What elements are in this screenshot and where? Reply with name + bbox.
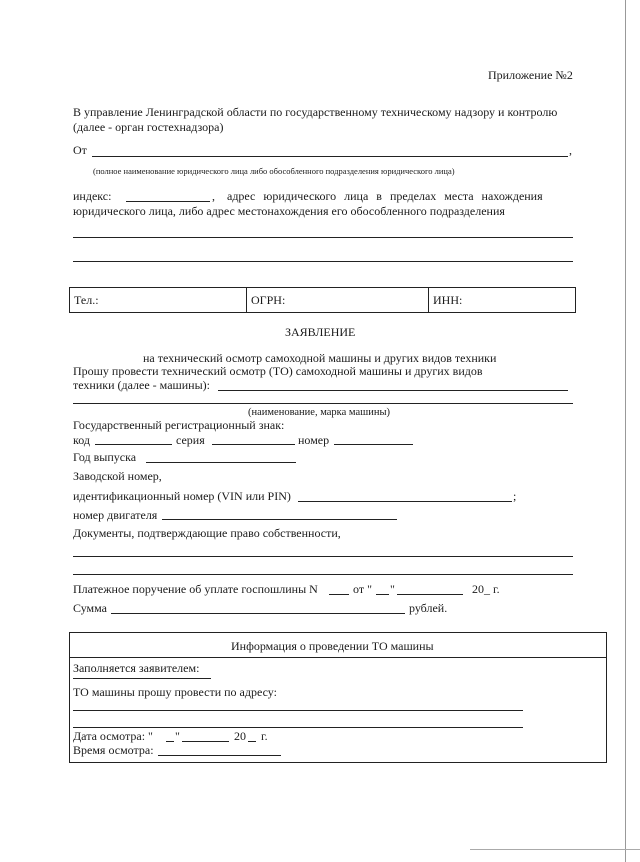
year-field[interactable] <box>146 462 296 463</box>
date-month-field[interactable] <box>182 741 229 742</box>
address-request-label: ТО машины прошу провести по адресу: <box>73 685 277 699</box>
date-year: 20 <box>234 729 246 743</box>
payment-from: от " <box>353 582 372 596</box>
time-label: Время осмотра: <box>73 743 154 757</box>
index-comma: , <box>212 189 215 203</box>
addressee-line-2: (далее - орган гостехнадзора) <box>73 120 224 134</box>
inspection-address-field-1[interactable] <box>73 710 523 711</box>
code-field[interactable] <box>95 444 172 445</box>
info-title-divider <box>69 657 607 658</box>
filled-by-underline <box>73 678 211 679</box>
scan-page-edge-bottom <box>470 849 640 850</box>
address-field-2[interactable] <box>73 261 573 262</box>
payment-day-field[interactable] <box>376 594 389 595</box>
engine-label: номер двигателя <box>73 508 158 522</box>
factory-number-label: Заводской номер, <box>73 469 162 483</box>
date-year-field[interactable] <box>248 741 256 742</box>
date-label: Дата осмотра: " <box>73 729 153 743</box>
address-line-1: адрес юридического лица в пределах места нахождения <box>227 189 543 203</box>
ogrn-cell[interactable] <box>247 288 429 312</box>
inn-cell[interactable] <box>429 288 575 312</box>
index-field[interactable] <box>126 201 210 202</box>
machine-field[interactable] <box>218 390 568 391</box>
tel-cell[interactable] <box>70 288 247 312</box>
addressee-line-1: В управление Ленинградской области по государственному техническому надзору и контролю <box>73 105 558 119</box>
from-field[interactable] <box>92 156 568 157</box>
machine-hint: (наименование, марка машины) <box>248 407 391 418</box>
reg-sign-label: Государственный регистрационный знак: <box>73 418 285 432</box>
info-box-title: Информация о проведении ТО машины <box>231 639 434 653</box>
statement-subtitle: на технический осмотр самоходной машины и других видов техники <box>143 351 497 365</box>
number-field[interactable] <box>334 444 413 445</box>
index-label: индекс: <box>73 189 112 203</box>
payment-number-field[interactable] <box>329 594 349 595</box>
sum-label: Сумма <box>73 601 107 615</box>
contacts-table <box>69 287 576 313</box>
series-label: серия <box>176 433 205 447</box>
ownership-field-2[interactable] <box>73 574 573 575</box>
ownership-docs-label: Документы, подтверждающие право собственности, <box>73 526 341 540</box>
request-line-1: Прошу провести технический осмотр (ТО) самоходной машины и других видов <box>73 364 483 378</box>
scan-page-edge <box>625 0 626 862</box>
vin-field[interactable] <box>298 501 512 502</box>
ogrn-label: ОГРН: <box>251 293 286 307</box>
vin-label: идентификационный номер (VIN или PIN) <box>73 489 291 503</box>
inn-label: ИНН: <box>433 293 463 307</box>
date-suffix: г. <box>261 729 268 743</box>
from-label: От <box>73 143 87 157</box>
machine-field-2[interactable] <box>73 403 573 404</box>
filled-by-label: Заполняется заявителем: <box>73 661 200 675</box>
payment-quote: " <box>390 582 395 596</box>
code-label: код <box>73 433 90 447</box>
date-quote: " <box>175 729 180 743</box>
statement-title: ЗАЯВЛЕНИЕ <box>285 325 356 339</box>
appendix-number: Приложение №2 <box>488 68 573 82</box>
time-field[interactable] <box>158 755 281 756</box>
address-line-2: юридического лица, либо адрес местонахождения его обособленного подразделения <box>73 204 505 218</box>
inspection-address-field-2[interactable] <box>73 727 523 728</box>
engine-field[interactable] <box>162 519 397 520</box>
payment-month-field[interactable] <box>397 594 463 595</box>
tel-label: Тел.: <box>74 293 99 307</box>
series-field[interactable] <box>212 444 295 445</box>
payment-label: Платежное поручение об уплате госпошлины N <box>73 582 318 596</box>
vin-end: ; <box>513 489 517 503</box>
request-line-2: техники (далее - машины): <box>73 378 210 392</box>
number-label: номер <box>298 433 330 447</box>
payment-year: 20_ г. <box>472 582 500 596</box>
sum-currency: рублей. <box>409 601 448 615</box>
address-field-1[interactable] <box>73 237 573 238</box>
ownership-field-1[interactable] <box>73 556 573 557</box>
date-day-field[interactable] <box>166 741 174 742</box>
year-label: Год выпуска <box>73 450 137 464</box>
from-hint: (полное наименование юридического лица либо обособленного подразделения юридического лица) <box>93 166 455 176</box>
sum-field[interactable] <box>111 613 405 614</box>
from-comma: , <box>569 143 572 157</box>
